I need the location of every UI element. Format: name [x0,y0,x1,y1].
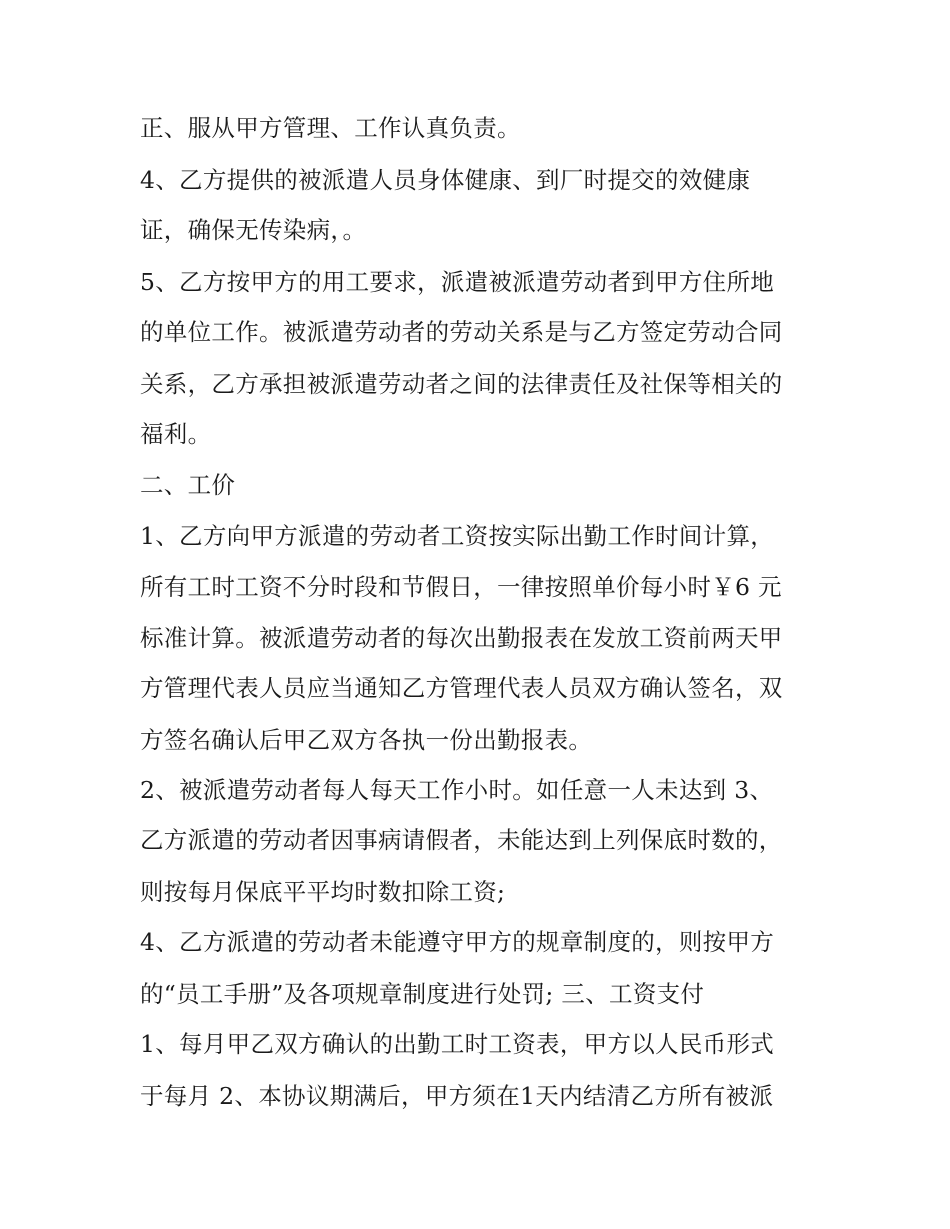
text-line: 4、乙方派遣的劳动者未能遵守甲方的规章制度的，则按甲方 [140,928,775,956]
text-line: 方管理代表人员应当通知乙方管理代表人员双方确认签名，双 [140,674,783,702]
text-line: 所有工时工资不分时段和节假日，一律按照单价每小时￥6 元 [140,573,782,601]
text-line: 则按每月保底平平均时数扣除工资; [140,878,506,906]
text-line: 标准计算。被派遣劳动者的每次出勤报表在发放工资前两天甲 [140,624,783,652]
text-line: 福利。 [140,420,212,448]
text-line: 关系，乙方承担被派遣劳动者之间的法律责任及社保等相关的 [140,370,783,398]
text-line: 的“员工手册”及各项规章制度进行处罚; 三、工资支付 [140,980,705,1008]
text-line: 证，确保无传染病，。 [140,216,367,244]
text-line: 5、乙方按甲方的用工要求，派遣被派遣劳动者到甲方住所地 [140,268,775,296]
text-line: 1、每月甲乙双方确认的出勤工时工资表，甲方以人民币形式 [140,1030,775,1058]
text-line: 的单位工作。被派遣劳动者的劳动关系是与乙方签定劳动合同 [140,318,783,346]
text-line: 于每月 2、本协议期满后，甲方须在1天内结清乙方所有被派 [140,1082,774,1110]
text-line: 方签名确认后甲乙双方各执一份出勤报表。 [140,726,593,754]
text-line: 乙方派遣的劳动者因事病请假者，未能达到上列保底时数的， [140,826,783,854]
text-line: 4、乙方提供的被派遣人员身体健康、到厂时提交的效健康 [140,166,751,194]
section-heading: 二、工价 [140,471,236,499]
text-line: 2、被派遣劳动者每人每天工作小时。如任意一人未达到 3、 [140,776,774,804]
text-line: 1、乙方向甲方派遣的劳动者工资按实际出勤工作时间计算， [140,522,775,550]
text-line: 正、服从甲方管理、工作认真负责。 [140,114,521,142]
